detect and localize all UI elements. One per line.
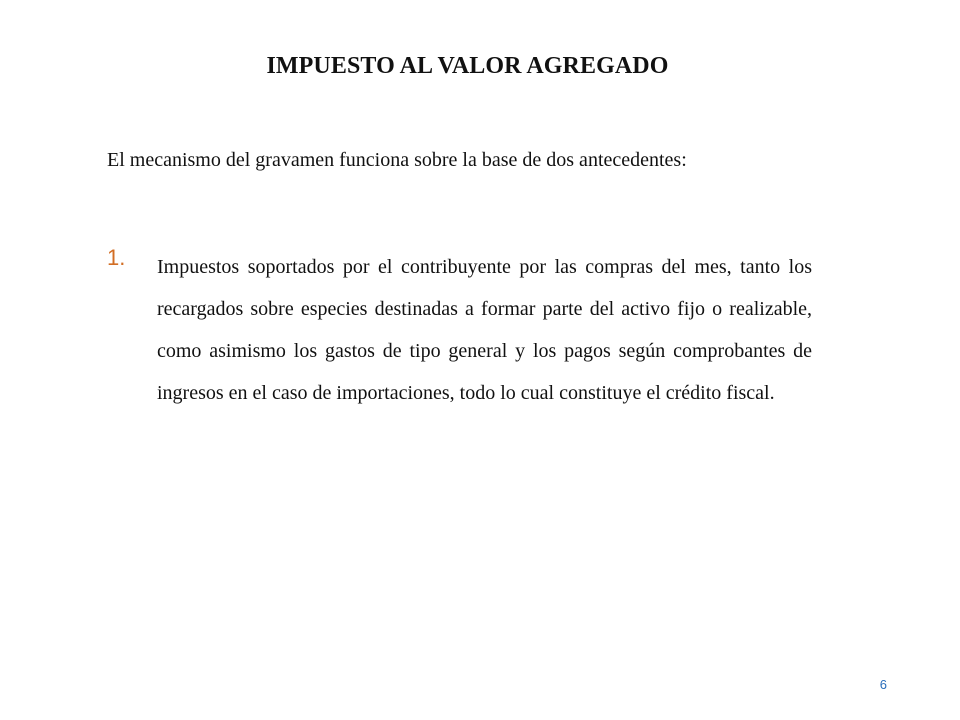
list-item-number: 1. <box>107 245 126 270</box>
intro-paragraph: El mecanismo del gravamen funciona sobre la base de dos antecedentes: <box>107 149 687 171</box>
slide-title: IMPUESTO AL VALOR AGREGADO <box>266 53 669 79</box>
list-item-text: Impuestos soportados por el contribuyente por las compras del mes, tanto los recargados sobre especies destinadas a formar parte del activo fijo o realizable, como asimismo los gastos de tipo general y los pagos según comprobantes de ingresos en el caso de importaciones, todo lo cual constituye el crédito fiscal. <box>157 256 812 404</box>
page-number: 6 <box>879 677 887 692</box>
